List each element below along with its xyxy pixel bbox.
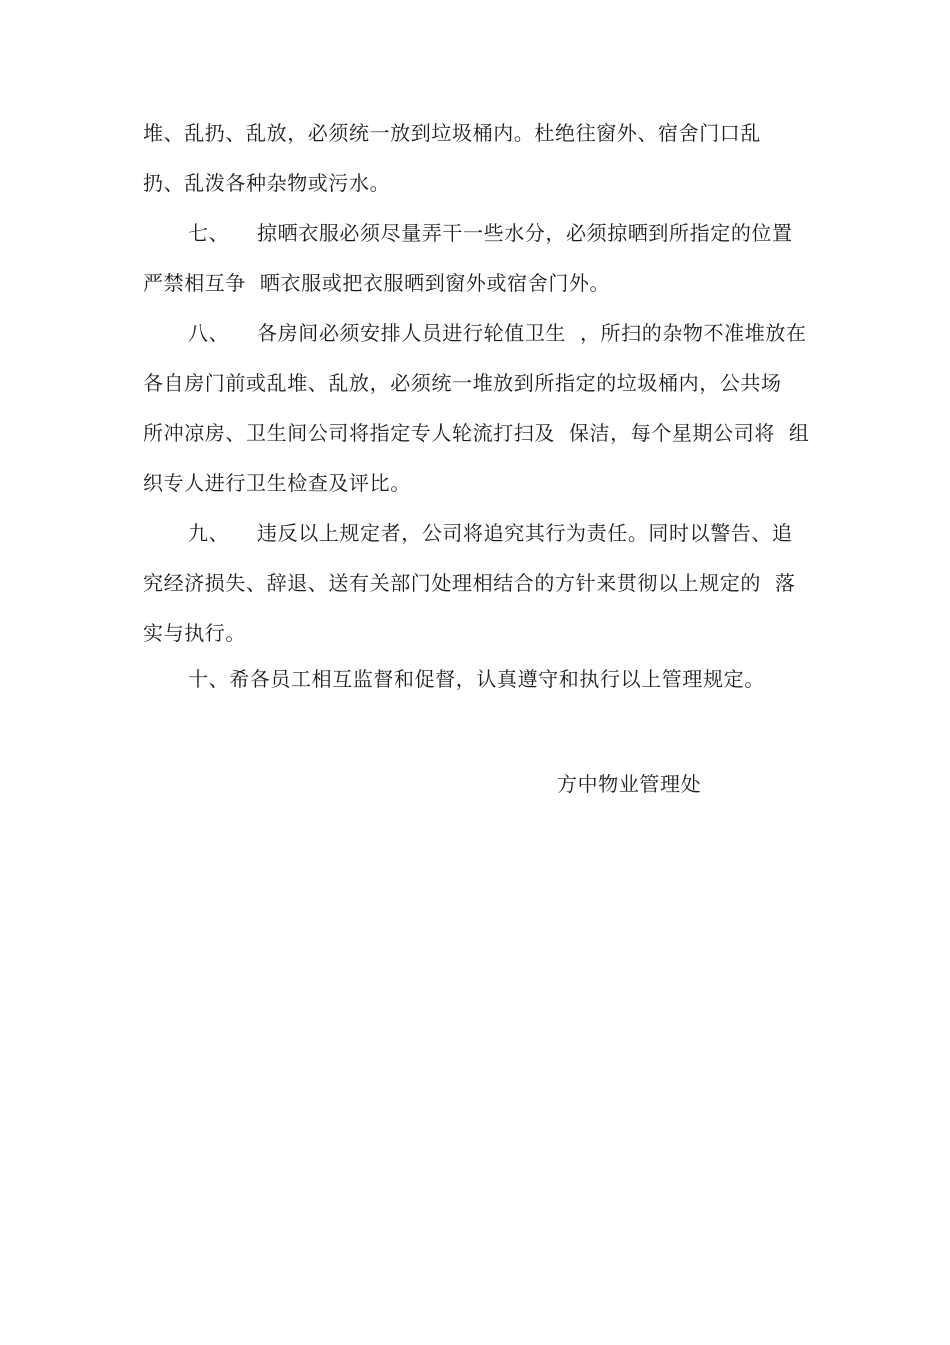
- text-line: 堆、乱扔、乱放，必须统一放到垃圾桶内。杜绝往窗外、宿舍门口乱: [143, 121, 761, 145]
- signature-organization: 方中物业管理处: [557, 772, 702, 796]
- text-line: 各自房门前或乱堆、乱放，必须统一堆放到所指定的垃圾桶内，公共场: [143, 371, 782, 395]
- clause-9-line: 九、 违反以上规定者，公司将追究其行为责任。同时以警告、追: [188, 521, 793, 545]
- text-line: 严禁相互争 晒衣服或把衣服晒到窗外或宿舍门外。: [143, 271, 611, 295]
- clause-10-line: 十、希各员工相互监督和促督，认真遵守和执行以上管理规定。: [188, 667, 765, 691]
- text-line: 织专人进行卫生检查及评比。: [143, 471, 411, 495]
- clause-7-line: 七、 掠晒衣服必须尽量弄干一些水分，必须掠晒到所指定的位置: [188, 221, 793, 245]
- clause-8-line: 八、 各房间必须安排人员进行轮值卫生 ，所扫的杂物不准堆放在: [188, 321, 807, 345]
- text-line: 实与执行。: [143, 621, 246, 645]
- text-line: 扔、乱泼各种杂物或污水。: [143, 171, 391, 195]
- text-line: 究经济损失、辞退、送有关部门处理相结合的方针来贯彻以上规定的 落: [143, 571, 796, 595]
- text-line: 所冲凉房、卫生间公司将指定专人轮流打扫及 保洁，每个星期公司将 组: [143, 421, 810, 445]
